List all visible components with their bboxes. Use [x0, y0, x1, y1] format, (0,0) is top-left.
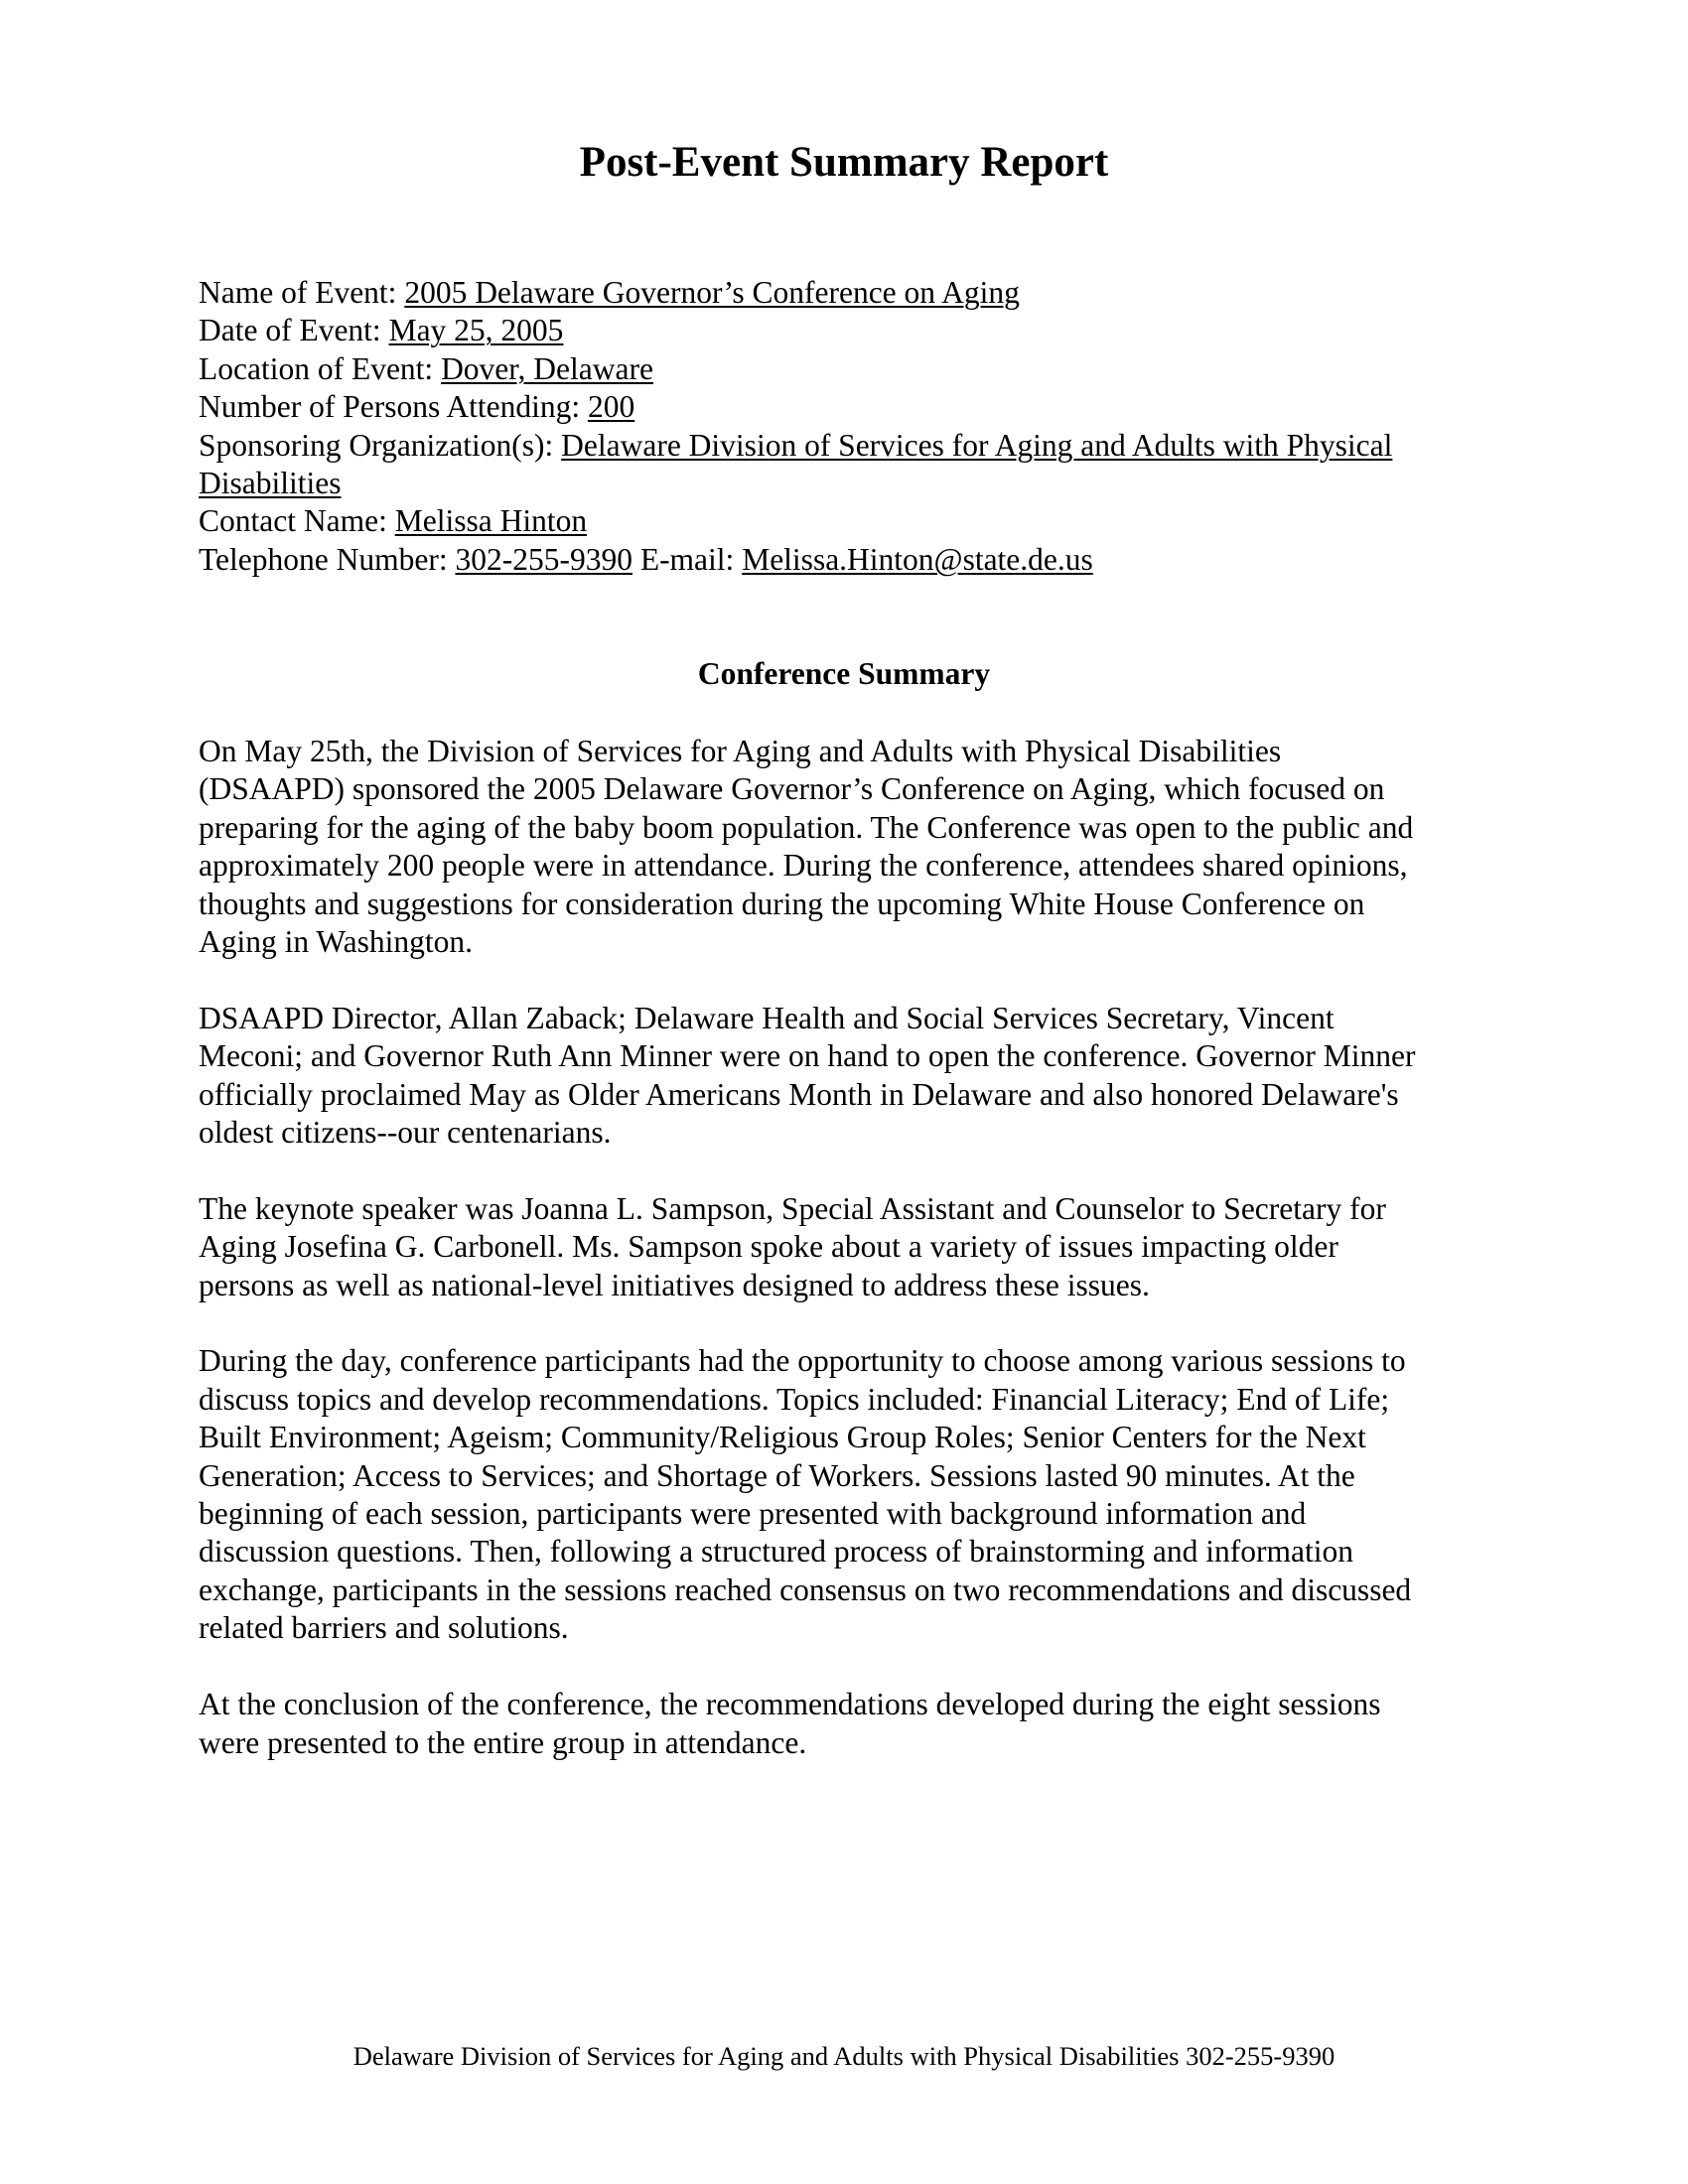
event-location-label: Location of Event: [199, 350, 442, 386]
attendance-label: Number of Persons Attending: [199, 389, 588, 425]
document-title: Post-Event Summary Report [579, 139, 1109, 186]
page-footer: Delaware Division of Services for Aging and Adults with Physical Disabilities 302-255-9390 [352, 2041, 1336, 2071]
attendance-field [199, 388, 1499, 426]
sponsor-label: Sponsoring Organization(s): [199, 427, 562, 463]
event-name-field [199, 274, 1499, 312]
summary-paragraph: On May 25th, the Division of Services for Aging and Adults with Physical Disabilities (DSAAPD) sponsored the 2005 Delaware Governor’s Conference on Aging, which focused on preparing for the aging of the baby boom population. The Conference was open to the public and approximately 200 people were in attendance. During the conference, attendees shared opinions, thoughts and suggestions for consideration during the upcoming White House Conference on Aging in Washington. [199, 734, 1414, 960]
event-date-label: Date of Event: [199, 313, 389, 348]
summary-paragraph: During the day, conference participants had the opportunity to choose among various sessions to discuss topics and develop recommendations. Topics included: Financial Literacy; End of Life; Built Environment; Ageism; Community/Religious Group Roles; Senior Centers for the Next Generation; Access to Services; and Shortage of Workers. Sessions lasted 90 minutes. At the beginning of each session, participants were presented with background information and discussion questions. Then, following a structured process of brainstorming and information exchange, participants in the sessions reached consensus on two recommendations and discussed related barriers and solutions. [199, 1343, 1412, 1646]
event-location-field [199, 350, 1499, 388]
summary-body [199, 733, 1499, 1800]
sponsor-field [199, 427, 1499, 503]
event-date-field [199, 312, 1499, 349]
summary-paragraph: DSAAPD Director, Allan Zaback; Delaware Health and Social Services Secretary, Vincent Meconi; and Governor Ruth Ann Minner were on hand to open the conference. Governor Minner officially proclaimed May as Older Americans Month in Delaware and also honored Delaware's oldest citizens--our centenarians. [199, 1000, 1416, 1151]
email-label: E-mail: [632, 541, 743, 577]
contact-label: Contact Name: [199, 503, 395, 539]
email-value: Melissa.Hinton@state.de.us [742, 541, 1093, 577]
phone-value: 302-255-9390 [455, 541, 633, 577]
phone-label: Telephone Number: [199, 541, 456, 577]
sponsor-value-line2: Disabilities [199, 466, 342, 501]
phone-email-field [199, 541, 1499, 579]
section-heading: Conference Summary [697, 656, 991, 691]
summary-paragraph: At the conclusion of the conference, the recommendations developed during the eight sessions were presented to the entire group in attendance. [199, 1687, 1381, 1760]
event-details [199, 274, 1499, 579]
sponsor-value-line1: Delaware Division of Services for Aging and Adults with Physical [561, 427, 1393, 463]
attendance-value: 200 [587, 389, 635, 425]
contact-value: Melissa Hinton [394, 503, 588, 539]
event-location-value: Dover, Delaware [441, 350, 653, 386]
summary-paragraph: The keynote speaker was Joanna L. Sampson, Special Assistant and Counselor to Secretary for Aging Josefina G. Carbonell. Ms. Sampson spoke about a variety of issues impacting older persons as well as national-level initiatives designed to address these issues. [199, 1190, 1386, 1302]
event-name-value: 2005 Delaware Governor’s Conference on Aging [404, 275, 1020, 310]
event-date-value: May 25, 2005 [388, 313, 564, 348]
contact-field [199, 502, 1499, 540]
event-name-label: Name of Event: [199, 275, 405, 310]
